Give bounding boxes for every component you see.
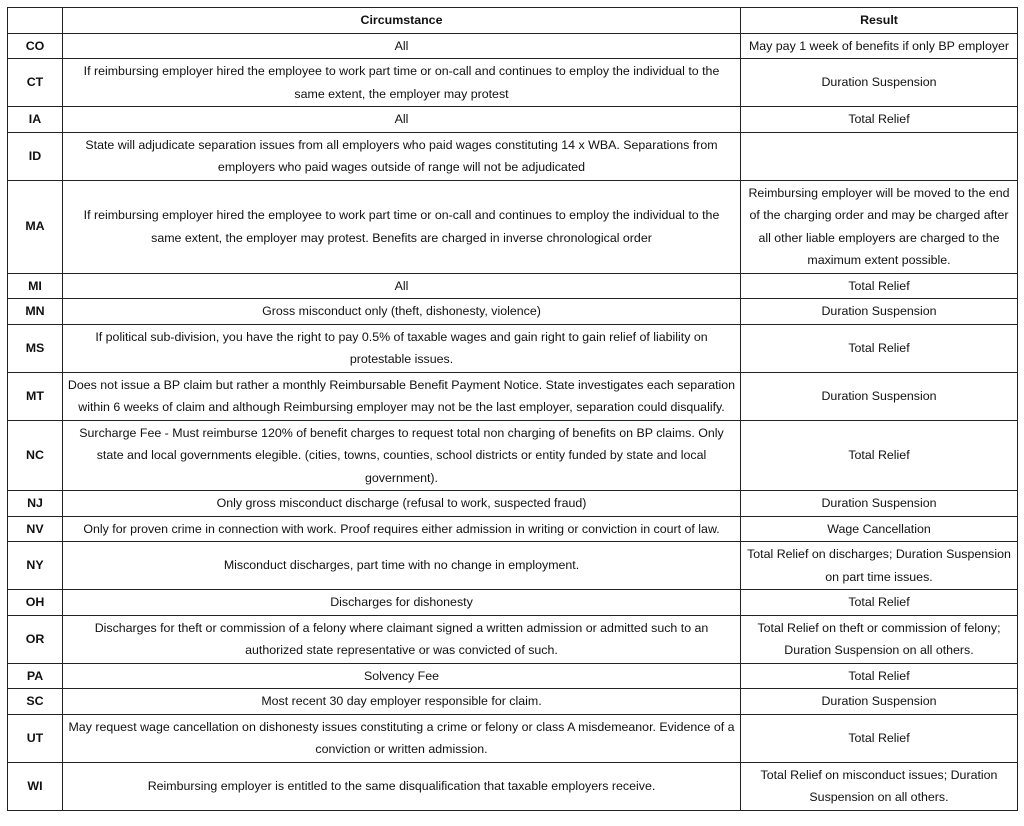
circumstance-cell: Does not issue a BP claim but rather a monthly Reimbursable Benefit Payment Notice. State investigates each separation within 6 weeks of claim and although Reimbursing employer may not be the last employer, separation could disqualify.	[63, 372, 741, 420]
table-row	[8, 59, 1018, 107]
state-cell: NC	[8, 420, 63, 491]
circumstance-cell: Solvency Fee	[63, 663, 741, 689]
circumstance-cell: All	[63, 107, 741, 133]
state-cell: IA	[8, 107, 63, 133]
circumstance-cell: Surcharge Fee - Must reimburse 120% of benefit charges to request total non charging of benefits on BP claims. Only state and local governments elegible. (cities, towns, counties, school districts or entity funded by state and local government).	[63, 420, 741, 491]
result-cell: Total Relief on theft or commission of felony; Duration Suspension on all others.	[741, 615, 1018, 663]
circumstance-cell: Reimbursing employer is entitled to the same disqualification that taxable employers receive.	[63, 762, 741, 810]
circumstance-cell: State will adjudicate separation issues from all employers who paid wages constituting 14 x WBA. Separations from employers who paid wages outside of range will not be adjudicated	[63, 132, 741, 180]
relief-table	[7, 7, 1018, 811]
result-cell: Total Relief	[741, 273, 1018, 299]
circumstance-cell: Only for proven crime in connection with work. Proof requires either admission in writing or conviction in court of law.	[63, 516, 741, 542]
circumstance-cell: Discharges for theft or commission of a felony where claimant signed a written admission or admitted such to an authorized state representative or was convicted of such.	[63, 615, 741, 663]
circumstance-cell: Gross misconduct only (theft, dishonesty, violence)	[63, 299, 741, 325]
table-row	[8, 273, 1018, 299]
circumstance-cell: May request wage cancellation on dishonesty issues constituting a crime or felony or class A misdemeanor. Evidence of a conviction or written admission.	[63, 714, 741, 762]
state-cell: NV	[8, 516, 63, 542]
table-row	[8, 615, 1018, 663]
table-row	[8, 663, 1018, 689]
state-cell: MT	[8, 372, 63, 420]
result-cell: Duration Suspension	[741, 59, 1018, 107]
circumstance-cell: If political sub-division, you have the right to pay 0.5% of taxable wages and gain right to gain relief of liability on protestable issues.	[63, 324, 741, 372]
state-cell: PA	[8, 663, 63, 689]
result-cell: Wage Cancellation	[741, 516, 1018, 542]
circumstance-cell: Discharges for dishonesty	[63, 590, 741, 616]
table-row	[8, 491, 1018, 517]
table-row	[8, 107, 1018, 133]
table-row	[8, 372, 1018, 420]
circumstance-cell: Most recent 30 day employer responsible for claim.	[63, 689, 741, 715]
table-row	[8, 420, 1018, 491]
state-cell: UT	[8, 714, 63, 762]
result-cell: Total Relief	[741, 663, 1018, 689]
circumstance-cell: All	[63, 273, 741, 299]
table-row	[8, 516, 1018, 542]
result-cell: Duration Suspension	[741, 372, 1018, 420]
circumstance-cell: If reimbursing employer hired the employee to work part time or on-call and continues to employ the individual to the same extent, the employer may protest. Benefits are charged in inverse chronological order	[63, 180, 741, 273]
result-cell: Total Relief	[741, 420, 1018, 491]
result-cell: Total Relief on discharges; Duration Suspension on part time issues.	[741, 542, 1018, 590]
state-cell: MA	[8, 180, 63, 273]
table-row	[8, 590, 1018, 616]
state-cell: CT	[8, 59, 63, 107]
state-cell: NJ	[8, 491, 63, 517]
circumstance-cell: Misconduct discharges, part time with no change in employment.	[63, 542, 741, 590]
state-cell: WI	[8, 762, 63, 810]
header-state	[8, 8, 63, 34]
state-cell: NY	[8, 542, 63, 590]
state-cell: SC	[8, 689, 63, 715]
table-row	[8, 180, 1018, 273]
result-cell	[741, 132, 1018, 180]
state-cell: ID	[8, 132, 63, 180]
result-cell: Total Relief	[741, 590, 1018, 616]
circumstance-cell: All	[63, 33, 741, 59]
state-cell: OH	[8, 590, 63, 616]
table-row	[8, 542, 1018, 590]
state-cell: MN	[8, 299, 63, 325]
header-row	[8, 8, 1018, 34]
table-row	[8, 324, 1018, 372]
header-circumstance: Circumstance	[63, 8, 741, 34]
table-row	[8, 689, 1018, 715]
circumstance-cell: If reimbursing employer hired the employee to work part time or on-call and continues to employ the individual to the same extent, the employer may protest	[63, 59, 741, 107]
result-cell: Total Relief on misconduct issues; Duration Suspension on all others.	[741, 762, 1018, 810]
result-cell: Total Relief	[741, 714, 1018, 762]
state-cell: OR	[8, 615, 63, 663]
result-cell: May pay 1 week of benefits if only BP employer	[741, 33, 1018, 59]
result-cell: Reimbursing employer will be moved to the end of the charging order and may be charged after all other liable employers are charged to the maximum extent possible.	[741, 180, 1018, 273]
table-row	[8, 33, 1018, 59]
table-row	[8, 132, 1018, 180]
state-cell: MI	[8, 273, 63, 299]
result-cell: Duration Suspension	[741, 689, 1018, 715]
table-row	[8, 299, 1018, 325]
table-row	[8, 714, 1018, 762]
result-cell: Total Relief	[741, 107, 1018, 133]
result-cell: Duration Suspension	[741, 491, 1018, 517]
result-cell: Total Relief	[741, 324, 1018, 372]
table-row	[8, 762, 1018, 810]
state-cell: MS	[8, 324, 63, 372]
circumstance-cell: Only gross misconduct discharge (refusal to work, suspected fraud)	[63, 491, 741, 517]
result-cell: Duration Suspension	[741, 299, 1018, 325]
header-result: Result	[741, 8, 1018, 34]
state-cell: CO	[8, 33, 63, 59]
